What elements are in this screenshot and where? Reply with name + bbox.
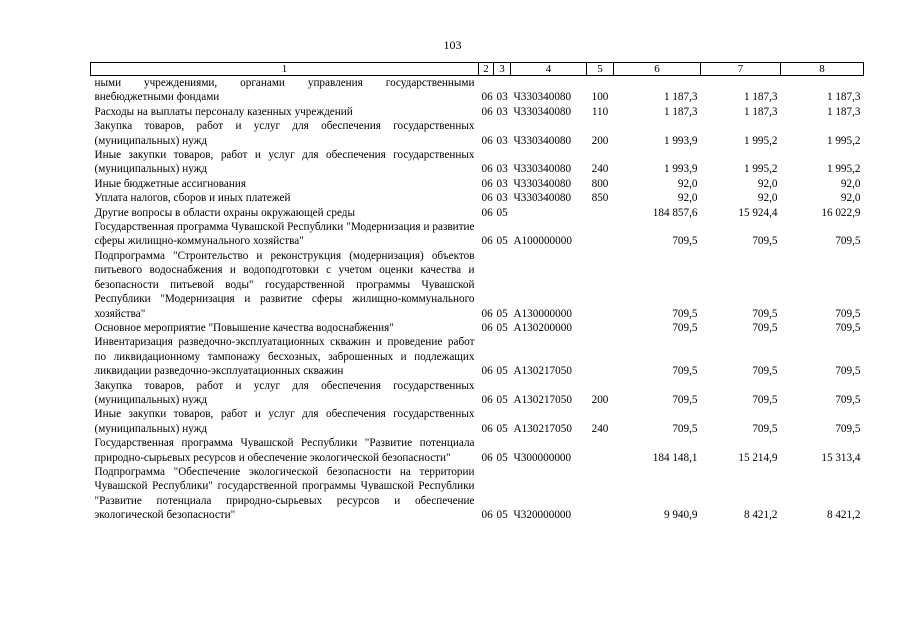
section-code: 06 [481,509,493,522]
amount-col-7: 709,5 [752,422,778,435]
table-row [91,220,864,249]
row-name: Иные бюджетные ассигнования [94,177,246,190]
target-article-code: A130217050 [513,393,572,406]
expense-type-code: 200 [591,393,609,406]
amount-col-6: 184 148,1 [652,451,698,464]
subsection-code: 03 [496,177,508,190]
expense-type-code: 100 [591,91,609,104]
column-header: 5 [587,63,614,76]
table-body [91,76,864,523]
target-article-code: Ч320000000 [513,509,572,522]
expense-type-code [587,249,614,321]
section-code: 06 [481,206,493,219]
target-article-code: A100000000 [513,235,572,248]
subsection-code: 03 [496,91,508,104]
amount-col-7: 1 187,3 [743,105,778,118]
column-header: 4 [511,63,587,76]
amount-col-7: 709,5 [752,321,778,334]
subsection-code: 03 [496,134,508,147]
table-row [91,177,864,191]
target-article-code: Ч330340080 [513,91,572,104]
amount-col-8: 709,5 [835,235,861,248]
expense-type-code [587,335,614,378]
amount-col-8: 8 421,2 [826,509,861,522]
expense-type-code [587,436,614,465]
expense-type-code [587,206,614,220]
row-name: Подпрограмма "Строительство и реконструкция (модернизация) объектов питьевого водоснабжения и водоподготовки с учетом оценки качества и безопасности питьевой воды" государственной программы Чувашской Республики "Модернизация и развитие сферы жилищно-коммунального хозяйства" [94,249,475,320]
amount-col-7: 1 995,2 [743,163,778,176]
expense-type-code: 240 [591,163,609,176]
column-header: 8 [781,63,864,76]
column-header: 3 [494,63,511,76]
subsection-code: 05 [496,393,508,406]
expense-type-code: 240 [591,422,609,435]
amount-col-7: 709,5 [752,235,778,248]
target-article-code: A130200000 [513,321,572,334]
subsection-code: 03 [496,163,508,176]
amount-col-8: 1 995,2 [826,134,861,147]
target-article-code: Ч330340080 [513,163,572,176]
expense-type-code: 800 [591,177,609,190]
row-name: Государственная программа Чувашской Республики "Модернизация и развитие сферы жилищно-коммунального хозяйства" [94,221,475,248]
row-name: Иные закупки товаров, работ и услуг для обеспечения государственных (муниципальных) нужд [94,408,475,435]
column-header: 7 [701,63,781,76]
subsection-code: 05 [496,509,508,522]
amount-col-8: 709,5 [835,393,861,406]
section-code: 06 [481,365,493,378]
amount-col-6: 709,5 [672,393,698,406]
table-header-row [91,63,864,76]
amount-col-8: 709,5 [835,365,861,378]
row-name: ными учреждениями, органами управления государственными внебюджетными фондами [94,77,475,104]
amount-col-7: 92,0 [757,192,778,205]
amount-col-6: 709,5 [672,422,698,435]
amount-col-6: 9 940,9 [663,509,698,522]
amount-col-6: 709,5 [672,307,698,320]
amount-col-6: 1 993,9 [663,134,698,147]
amount-col-7: 15 214,9 [738,451,778,464]
table-row [91,321,864,335]
section-code: 06 [481,163,493,176]
table-row [91,191,864,205]
subsection-code: 05 [496,321,508,334]
target-article-code: Ч300000000 [513,451,572,464]
amount-col-6: 1 187,3 [663,105,698,118]
expense-type-code [587,220,614,249]
amount-col-8: 1 187,3 [826,105,861,118]
expense-type-code: 110 [591,105,609,118]
table-row [91,119,864,148]
target-article-code: A130217050 [513,365,572,378]
table-row [91,379,864,408]
row-name: Закупка товаров, работ и услуг для обеспечения государственных (муниципальных) нужд [94,379,475,406]
subsection-code: 05 [496,365,508,378]
amount-col-6: 92,0 [677,177,698,190]
table-row [91,407,864,436]
subsection-code: 05 [496,206,508,219]
column-header: 1 [91,63,479,76]
amount-col-7: 92,0 [757,177,778,190]
subsection-code: 05 [496,235,508,248]
table-row [91,335,864,378]
amount-col-8: 709,5 [835,307,861,320]
amount-col-6: 1 993,9 [663,163,698,176]
section-code: 06 [481,307,493,320]
amount-col-8: 1 995,2 [826,163,861,176]
amount-col-7: 709,5 [752,365,778,378]
amount-col-6: 184 857,6 [652,206,698,219]
amount-col-8: 92,0 [840,177,861,190]
row-name: Подпрограмма "Обеспечение экологической безопасности на территории Чувашской Республики" государственной программы Чувашской Республики "Развитие потенциала природно-сырьевых ресурсов и обеспечение экологической безопасности" [94,465,475,522]
column-header: 6 [614,63,701,76]
section-code: 06 [481,235,493,248]
section-code: 06 [481,177,493,190]
amount-col-7: 709,5 [752,393,778,406]
subsection-code: 03 [496,192,508,205]
section-code: 06 [481,134,493,147]
subsection-code: 03 [496,105,508,118]
section-code: 06 [481,105,493,118]
section-code: 06 [481,192,493,205]
subsection-code: 05 [496,451,508,464]
amount-col-7: 1 995,2 [743,134,778,147]
table-row [91,249,864,321]
expense-type-code [587,321,614,335]
row-name: Закупка товаров, работ и услуг для обеспечения государственных (муниципальных) нужд [94,120,475,147]
amount-col-7: 15 924,4 [738,206,778,219]
subsection-code: 05 [496,307,508,320]
amount-col-7: 1 187,3 [743,91,778,104]
target-article-code: A130217050 [513,422,572,435]
row-name: Уплата налогов, сборов и иных платежей [94,192,291,205]
section-code: 06 [481,321,493,334]
section-code: 06 [481,393,493,406]
amount-col-6: 1 187,3 [663,91,698,104]
target-article-code: Ч330340080 [513,134,572,147]
subsection-code: 05 [496,422,508,435]
row-name: Другие вопросы в области охраны окружающей среды [94,206,356,219]
target-article-code: A130000000 [513,307,572,320]
expense-type-code [587,465,614,523]
expense-type-code: 200 [591,134,609,147]
budget-table [90,62,864,523]
expense-type-code: 850 [591,192,609,205]
table-row [91,105,864,119]
target-article-code [511,206,587,220]
amount-col-8: 16 022,9 [821,206,861,219]
row-name: Иные закупки товаров, работ и услуг для обеспечения государственных (муниципальных) нужд [94,149,475,176]
section-code: 06 [481,91,493,104]
row-name: Основное мероприятие "Повышение качества водоснабжения" [94,321,394,334]
target-article-code: Ч330340080 [513,192,572,205]
row-name: Расходы на выплаты персоналу казенных учреждений [94,105,353,118]
amount-col-8: 709,5 [835,422,861,435]
column-header: 2 [479,63,494,76]
table-row [91,76,864,105]
amount-col-8: 15 313,4 [821,451,861,464]
table-row [91,436,864,465]
amount-col-7: 709,5 [752,307,778,320]
amount-col-6: 709,5 [672,321,698,334]
amount-col-8: 1 187,3 [826,91,861,104]
amount-col-7: 8 421,2 [743,509,778,522]
amount-col-8: 92,0 [840,192,861,205]
target-article-code: Ч330340080 [513,105,572,118]
table-row [91,206,864,220]
row-name: Инвентаризация разведочно-эксплуатационных скважин и проведение работ по ликвидационному тампонажу бесхозных, заброшенных и подлежащих ликвидации разведочно-эксплуатационных скважин [94,336,475,378]
amount-col-6: 709,5 [672,235,698,248]
amount-col-8: 709,5 [835,321,861,334]
table-row [91,148,864,177]
amount-col-6: 709,5 [672,365,698,378]
section-code: 06 [481,422,493,435]
page-number: 103 [443,38,462,52]
target-article-code: Ч330340080 [513,177,572,190]
table-row [91,465,864,523]
row-name: Государственная программа Чувашской Республики "Развитие потенциала природно-сырьевых ресурсов и обеспечение экологической безопасности" [94,437,475,464]
section-code: 06 [481,451,493,464]
amount-col-6: 92,0 [677,192,698,205]
